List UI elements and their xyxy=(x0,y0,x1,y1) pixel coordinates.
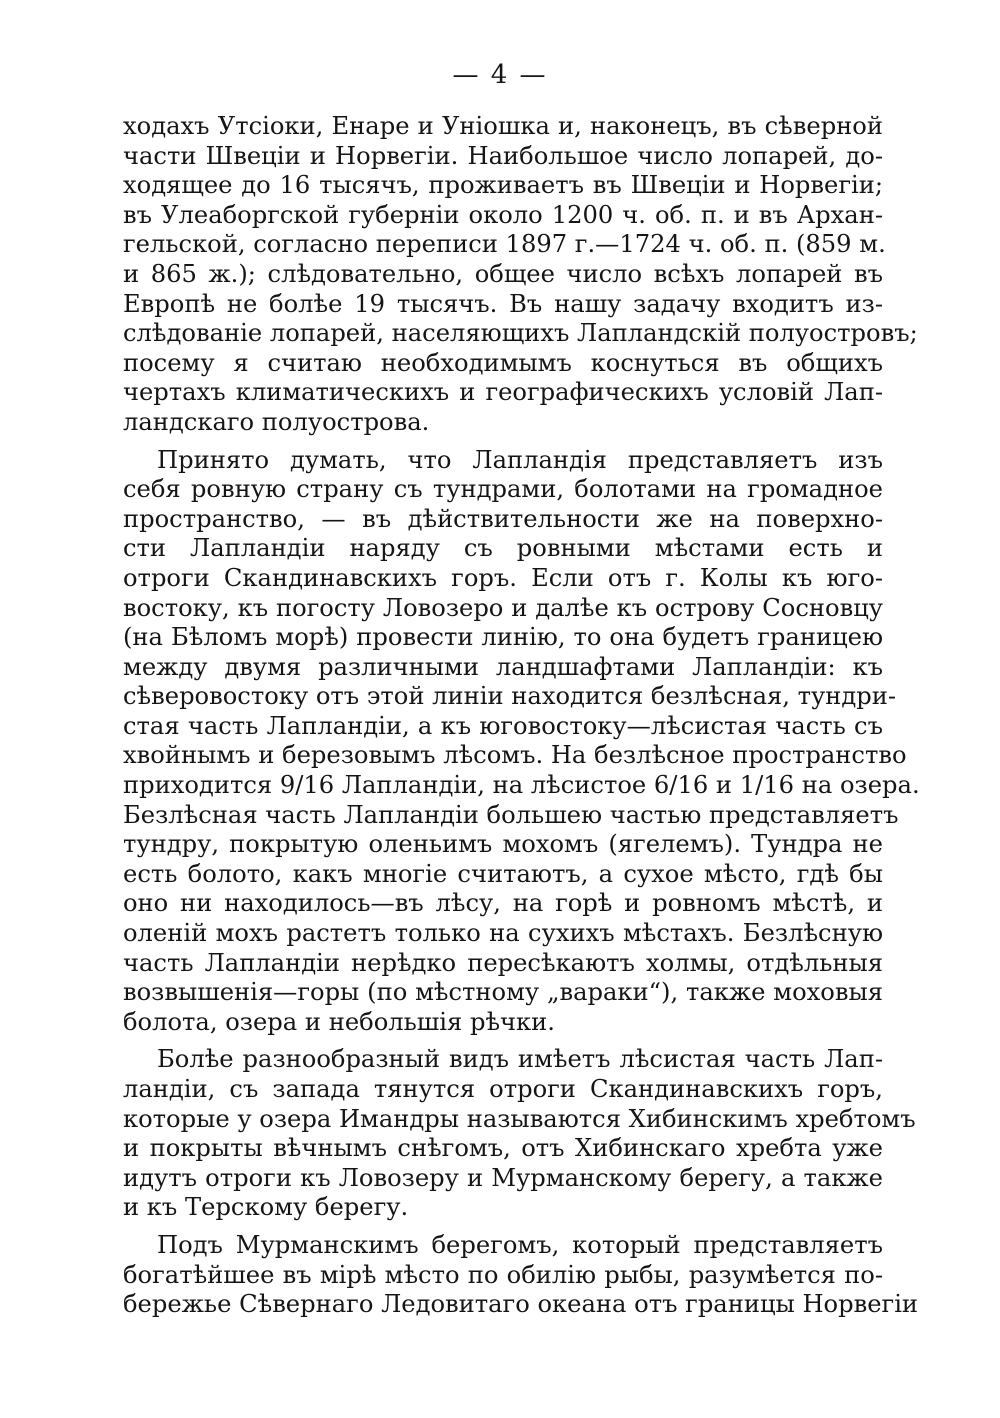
text-line: богатѣйшее въ мірѣ мѣсто по обилію рыбы, разумѣется по- xyxy=(123,1260,883,1289)
text-line: болота, озера и небольшія рѣчки. xyxy=(123,1007,555,1036)
text-line: сѣверовостоку отъ этой линіи находится безлѣсная, тундри- xyxy=(123,682,897,711)
text-line: есть болото, какъ многіе считаютъ, а сухое мѣсто, гдѣ бы xyxy=(123,859,883,888)
text-line: въ Улеаборгской губерніи около 1200 ч. об. п. и въ Архан- xyxy=(123,200,883,229)
text-line: идутъ отроги къ Ловозеру и Мурманскому берегу, а также xyxy=(123,1163,883,1192)
text-line: части Швеціи и Норвегіи. Наибольшое число лопарей, до- xyxy=(123,141,883,170)
text-line: приходится 9/16 Лапландіи, на лѣсистое 6/16 и 1/16 на озера. xyxy=(123,771,920,800)
text-line: ландіи, съ запада тянутся отроги Скандинавскихъ горъ, xyxy=(123,1075,883,1103)
paragraph-3 xyxy=(123,1045,916,1223)
text-line: посему я считаю необходимымъ коснуться въ общихъ xyxy=(123,348,883,377)
text-line: Подъ Мурманскимъ берегомъ, который представляетъ xyxy=(157,1230,883,1259)
text-line: часть Лапландіи нерѣдко пересѣкаютъ холмы, отдѣльныя xyxy=(123,948,883,977)
text-line: тундру, покрытую оленьимъ мохомъ (ягелемъ). Тундра не xyxy=(123,830,883,859)
text-line: востоку, къ погосту Ловозеро и далѣе къ острову Сосновцу xyxy=(123,593,883,622)
text-line: хвойнымъ и березовымъ лѣсомъ. На безлѣсное пространство xyxy=(123,741,907,770)
text-line: себя ровную страну съ тундрами, болотами на громадное xyxy=(123,475,883,504)
text-line: чертахъ климатическихъ и географическихъ условій Лап- xyxy=(123,378,883,407)
text-line: возвышенія—горы (по мѣстному „вараки“), также моховыя xyxy=(123,978,883,1007)
text-line: Принято думать, что Лапландія представляетъ изъ xyxy=(157,445,883,474)
paragraph-2 xyxy=(123,445,920,1038)
text-line: (на Бѣломъ морѣ) провести линію, то она будетъ границею xyxy=(123,623,883,652)
text-line: бережье Сѣвернаго Ледовитаго океана отъ границы Норвегіи xyxy=(123,1290,919,1319)
text-line: ходящее до 16 тысячъ, проживаетъ въ Швеціи и Норвегіи; xyxy=(123,171,883,200)
text-line: гельской, согласно переписи 1897 г.—1724 ч. об. п. (859 м. xyxy=(123,230,886,259)
text-line: Европѣ не болѣе 19 тысячъ. Въ нашу задачу входитъ из- xyxy=(123,289,883,318)
text-line: ландскаго полуострова. xyxy=(123,407,430,436)
text-line: оленій мохъ растетъ только на сухихъ мѣстахъ. Безлѣсную xyxy=(123,919,883,948)
text-line: и покрыты вѣчнымъ снѣгомъ, отъ Хибинскаго хребта уже xyxy=(123,1134,883,1163)
text-line: слѣдованіе лопарей, населяющихъ Лапландскій полуостровъ; xyxy=(123,319,918,348)
text-line: между двумя различными ландшафтами Лапландіи: къ xyxy=(123,652,883,681)
text-line: ходахъ Утсіоки, Енаре и Уніошка и, наконецъ, въ сѣверной xyxy=(123,112,883,140)
text-line: сти Лапландіи наряду съ ровными мѣстами есть и xyxy=(123,534,883,563)
text-line: оно ни находилось—въ лѣсу, на горѣ и ровномъ мѣстѣ, и xyxy=(123,889,883,918)
text-line: и 865 ж.); слѣдовательно, общее число всѣхъ лопарей въ xyxy=(123,259,883,288)
text-line: стая часть Лапландіи, а къ юговостоку—лѣсистая часть съ xyxy=(123,711,883,740)
text-line: Болѣе разнообразный видъ имѣетъ лѣсистая часть Лап- xyxy=(157,1045,883,1074)
text-line: и къ Терскому берегу. xyxy=(123,1193,409,1222)
body-text xyxy=(123,112,920,1320)
paragraph-1 xyxy=(123,112,918,438)
page-number: — 4 — xyxy=(452,60,548,90)
paragraph-4 xyxy=(123,1230,919,1320)
text-line: Безлѣсная часть Лапландіи большею частью представляетъ xyxy=(123,800,899,829)
text-line: которые у озера Имандры называются Хибинскимъ хребтомъ xyxy=(123,1104,916,1133)
text-line: пространство, — въ дѣйствительности же на поверхно- xyxy=(123,504,883,533)
text-line: отроги Скандинавскихъ горъ. Если отъ г. Колы къ юго- xyxy=(123,563,883,592)
